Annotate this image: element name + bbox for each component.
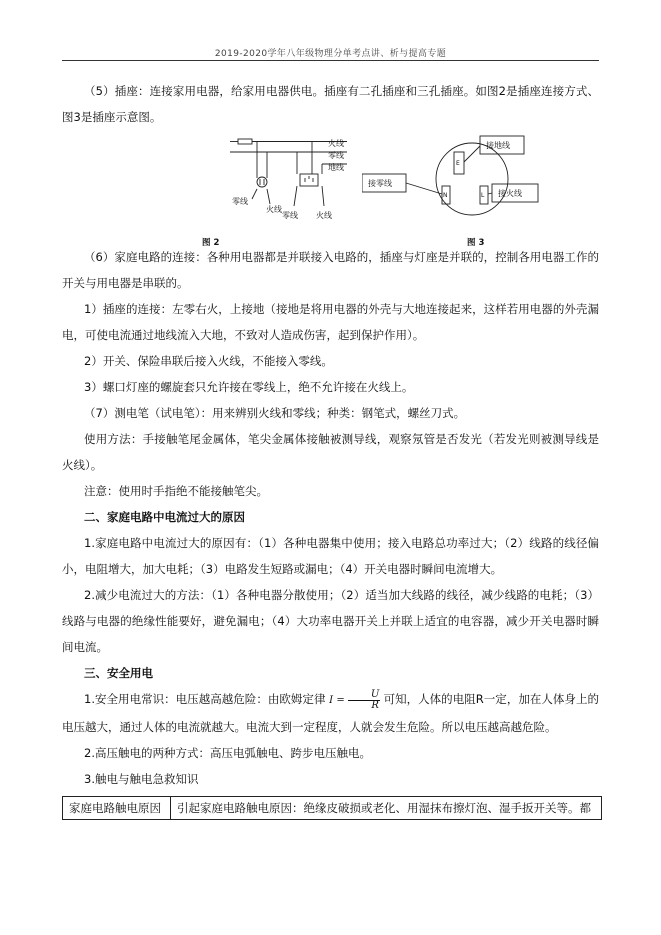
fig2-label-live-top: 火线 [328,139,344,148]
figure-3-caption: 图 3 [467,238,485,248]
figure-3-socket-diagram [362,134,592,229]
formula-denominator: R [371,700,379,711]
fig2-label-neutral-a: 零线 [232,197,248,206]
fig3-label-ground-wire: 接地线 [486,141,510,150]
fuse-shape [238,139,252,144]
formula-lhs: I = [329,695,345,706]
paragraph-rule-2: 2）开关、保险串联后接入火线，不能接入零线。 [84,354,333,368]
paragraph-test-pen: （7）测电笔（试电笔）：用来辨别火线和零线；种类：钢笔式，螺丝刀式。 [84,406,466,420]
heading-section-three: 三、安全用电 [84,666,153,680]
paragraph-reasons: 1.家庭电路中电流过大的原因有：（1）各种电器集中使用；接入电路总功率过大；（2）线路的线径偏小，电阻增大，加大电耗；（3）电路发生短路或漏电；（4）开关电器时瞬间电流增大。 [62,536,599,576]
fig2-label-neutral-top: 零线 [328,151,344,160]
paragraph-rule-3: 3）螺口灯座的螺旋套只允许接在零线上，绝不允许接在火线上。 [84,380,414,394]
paragraph-safety-1 [62,686,599,740]
fig2-label-neutral-b: 零线 [282,211,298,220]
safety-1-text-b: 可知，人体的电阻R一定，加在人体身上的电压越大，通过人体的电流就越大。电流大到一定程度，人就会发生危险。所以电压越高越危险。 [62,692,599,734]
figure-2-caption: 图 2 [202,238,220,248]
safety-1-text-a: 1.安全用电常识：电压越高越危险：由欧姆定律 [84,692,326,706]
fig3-label-l: L [481,192,485,199]
fig2-label-live-b: 火线 [316,211,332,220]
paragraph-safety-3: 3.触电与触电急救知识 [84,772,199,786]
fig3-label-e: E [456,160,460,167]
header-rule [62,60,599,61]
fig2-label-live-a: 火线 [266,205,282,214]
figure-2-wiring-diagram [152,134,352,229]
paragraph-connection: （6）家庭电路的连接：各种用电器都是并联接入电路的，插座与灯座是并联的，控制各用电器工作的开关与用电器是串联的。 [62,250,599,290]
electric-shock-table [62,796,602,820]
formula-numerator: U [348,690,380,701]
paragraph-reduce: 2.减少电流过大的方法：（1）各种电器分散使用；（2）适当加大线路的线径，减少线路的电耗；（3）线路与电器的绝缘性能要好，避免漏电；（4）大功率电器开关上并联上适宜的电容器，减少开关电器时瞬间电流。 [62,588,599,654]
paragraph-rule-1: 1）插座的连接：左零右火，上接地（接地是将用电器的外壳与大地连接起来，这样若用电器的外壳漏电，可使电流通过地线流入大地，不致对人造成伤害，起到保护作用）。 [62,302,599,342]
fig3-label-neutral-wire: 接零线 [368,179,392,188]
table-cell-header: 家庭电路触电原因 [63,797,171,820]
fig3-label-n: N [443,192,448,199]
fig3-label-live-wire: 接火线 [498,189,522,198]
document-body [62,78,599,820]
paragraph-note: 注意：使用时手指绝不能接触笔尖。 [84,484,268,498]
paragraph-socket: （5）插座：连接家用电器，给家用电器供电。插座有二孔插座和三孔插座。如图2是插座连接方式、图3是插座示意图。 [62,84,599,124]
table-cell-content: 引起家庭电路触电原因：绝缘皮破损或老化、用湿抹布擦灯泡、湿手扳开关等。都 [171,797,602,820]
fig2-label-ground: 地线 [328,163,344,172]
paragraph-safety-2: 2.高压触电的两种方式：高压电弧触电、跨步电压触电。 [84,746,371,760]
formula-fraction [348,690,380,711]
page-header: 2019-2020学年八年级物理分单考点讲、析与提高专题 [214,49,447,59]
figures-row [62,134,599,248]
heading-section-two: 二、家庭电路中电流过大的原因 [84,510,245,524]
ohms-law-formula [329,689,383,711]
table-row [63,797,602,820]
paragraph-usage: 使用方法：手接触笔尾金属体，笔尖金属体接触被测导线，观察氖管是否发光（若发光则被测导线是火线）。 [62,432,599,472]
